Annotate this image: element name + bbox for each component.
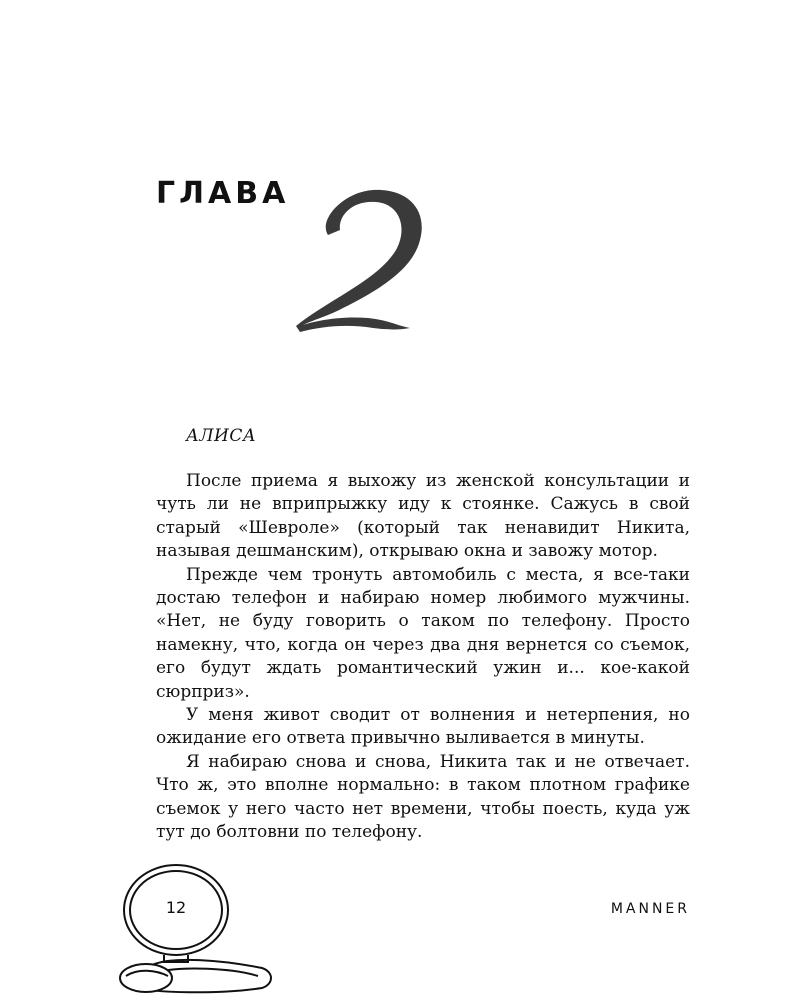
paragraph: У меня живот сводит от волнения и нетерпения, но ожидание его ответа привычно выливается в минуты. — [156, 705, 690, 749]
chapter-number-text — [288, 340, 289, 341]
publisher-name: MANNER — [610, 901, 690, 917]
chapter-number-2-shape — [296, 190, 422, 332]
chapter-number-glyph — [288, 180, 438, 340]
chapter-label: ГЛАВА — [156, 176, 290, 211]
section-heading: АЛИСА — [186, 426, 257, 446]
page-number: 12 — [165, 898, 187, 917]
body-text — [156, 470, 690, 845]
compact-mirror-illustration — [112, 860, 282, 995]
paragraph: Я набираю снова и снова, Никита так и не отвечает. Что ж, это вполне нормально: в таком плотном графике съемок у него часто нет времени, чтобы поесть, куда уж тут до болтовни по телефону. — [156, 751, 690, 843]
paragraph: После приема я выхожу из женской консультации и чуть ли не вприпрыжку иду к стоянке. Сажусь в свой старый «Шевроле» (который так ненавидит Никита, называя дешманским), открываю окна и завожу мотор. — [156, 471, 690, 562]
paragraph: Прежде чем тронуть автомобиль с места, я все-таки достаю телефон и набираю номер любимого мужчины. «Нет, не буду говорить о таком по телефону. Просто намекну, что, когда он через два дня вернется со съемок, его будут ждать романтический ужин и... кое-какой сюрприз». — [156, 564, 690, 702]
